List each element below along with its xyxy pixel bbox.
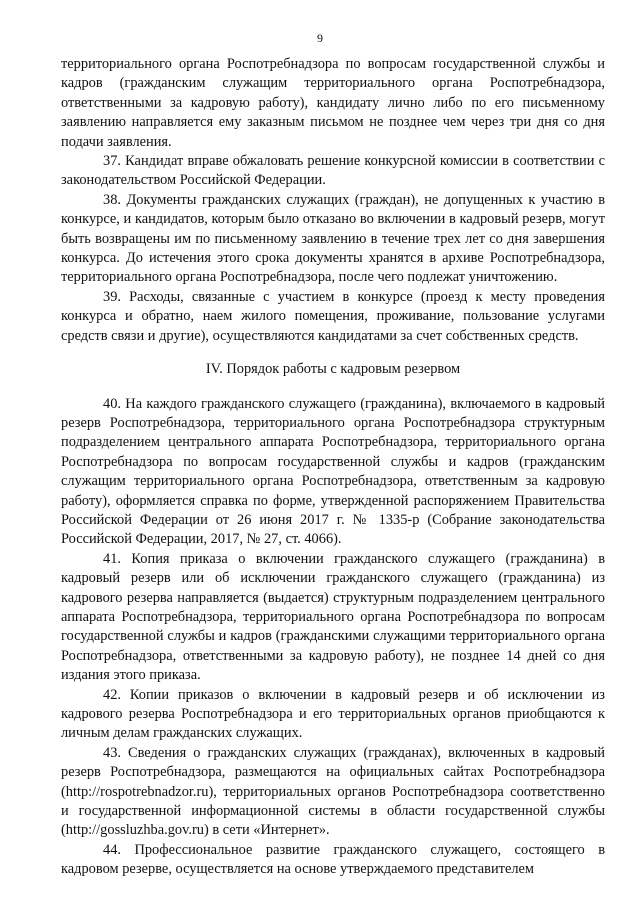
paragraph-39: 39. Расходы, связанные с участием в конкурсе (проезд к месту проведения конкурса и обратно, наем жилого помещения, проживание, пользование услугами средств связи и другие), осуществляются кандидатами за счет собственных средств. (61, 288, 605, 344)
section-heading: IV. Порядок работы с кадровым резервом (205, 361, 461, 378)
paragraph-40: 40. На каждого гражданского служащего (гражданина), включаемого в кадровый резерв Роспотребнадзора, территориального органа Роспотребнадзора структурным подразделением центрального аппарата Роспотребнадзора, территориального органа Роспотребнадзора по вопросам государственной службы и кадров (гражданским служащим территориального органа Роспотребнадзора, ответственным за кадровую работу), оформляется справка по форме, утвержденной распоряжением Правительства Российской Федерации от 26 июня 2017 г. № 1335-р (Собрание законодательства Российской Федерации, 2017, № 27, ст. 4066). (61, 395, 605, 548)
page-number: 9 (317, 31, 323, 45)
paragraph-continuation: территориального органа Роспотребнадзора по вопросам государственной службы и кадров (гражданским служащим территориального органа Роспотребнадзора, ответственными за кадровую работу), кандидату лично либо по его письменному заявлению направляется ему заказным письмом не позднее чем через три дня со дня подачи заявления. (61, 56, 605, 150)
paragraph-38: 38. Документы гражданских служащих (граждан), не допущенных к участию в конкурсе, и кандидатов, которым было отказано во включении в кадровый резерв, могут быть возвращены им по письменному заявлению в течение трех лет со дня завершения конкурса. До истечения этого срока документы хранятся в архиве Роспотребнадзора, территориального органа Роспотребнадзора, после чего подлежат уничтожению. (61, 191, 605, 286)
paragraph-42: 42. Копии приказов о включении в кадровый резерв и об исключении из кадрового резерва Роспотребнадзора и его территориальных органов приобщаются к личным делам гражданских служащих. (61, 686, 605, 742)
paragraph-44: 44. Профессиональное развитие гражданского служащего, состоящего в кадровом резерве, осуществляется на основе утверждаемого представителем (61, 841, 605, 878)
paragraph-37: 37. Кандидат вправе обжаловать решение конкурсной комиссии в соответствии с законодательством Российской Федерации. (61, 153, 605, 189)
document-body (61, 55, 605, 880)
paragraph-41: 41. Копия приказа о включении гражданского служащего (гражданина) в кадровый резерв или об исключении гражданского служащего (гражданина) из кадрового резерва направляется (выдается) структурным подразделением центрального аппарата Роспотребнадзора, территориального органа Роспотребнадзора по вопросам государственной службы и кадров (гражданскими служащими территориального органа Роспотребнадзора, ответственными за кадровую работу), не позднее 14 дней со дня издания этого приказа. (61, 550, 605, 684)
paragraph-43: 43. Сведения о гражданских служащих (гражданах), включенных в кадровый резерв Роспотребнадзора, размещаются на официальных сайтах Роспотребнадзора (http://rospotrebnadzor.ru), территориальных органов Роспотребнадзора соответственно и государственной информационной системы в области государственной службы (http://gossluzhba.gov.ru) в сети «Интернет». (61, 744, 605, 839)
